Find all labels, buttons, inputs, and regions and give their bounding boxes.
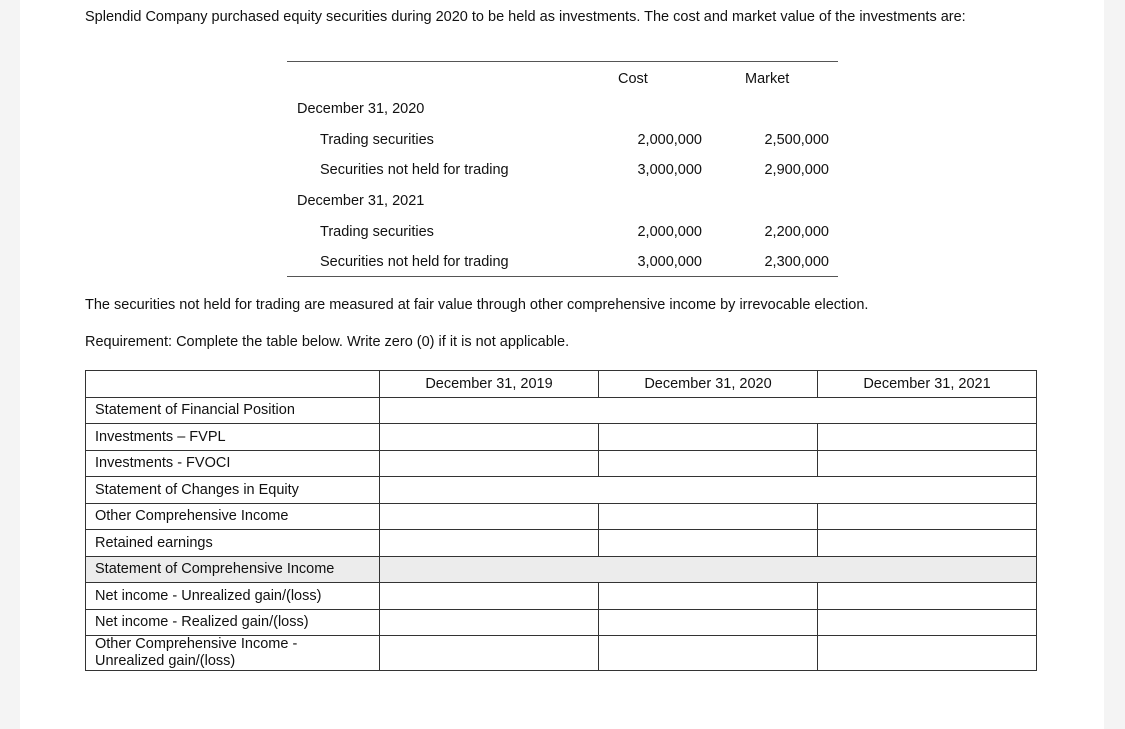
table-row (86, 503, 1037, 530)
corner-cell (86, 371, 380, 398)
market-header: Market (745, 71, 790, 87)
table-row (86, 583, 1037, 610)
requirement-text: Requirement: Complete the table below. Write zero (0) if it is not applicable. (85, 334, 570, 350)
section-blank (380, 556, 1037, 583)
market-value: 2,500,000 (764, 132, 829, 148)
answer-cell[interactable] (599, 636, 818, 671)
answer-cell[interactable] (818, 450, 1037, 477)
answer-cell[interactable] (380, 424, 599, 451)
row-label: Other Comprehensive Income (86, 503, 380, 530)
section-label: Statement of Changes in Equity (86, 477, 380, 504)
row-label: Retained earnings (86, 530, 380, 557)
cost-value: 3,000,000 (637, 254, 702, 270)
section-blank (380, 477, 1037, 504)
answer-cell[interactable] (380, 636, 599, 671)
cost-value: 3,000,000 (637, 162, 702, 178)
answer-cell[interactable] (380, 450, 599, 477)
row-label: Other Comprehensive Income - Unrealized gain/(loss) (86, 636, 380, 671)
answer-table (85, 370, 1037, 671)
section-row (86, 556, 1037, 583)
answer-cell[interactable] (818, 424, 1037, 451)
answer-cell[interactable] (380, 530, 599, 557)
table-row (86, 424, 1037, 451)
answer-cell[interactable] (818, 530, 1037, 557)
section-row (86, 477, 1037, 504)
intro-paragraph: Splendid Company purchased equity securities during 2020 to be held as investments. The cost and market value of the investments are: (85, 9, 966, 25)
answer-cell[interactable] (599, 609, 818, 636)
section-row (86, 397, 1037, 424)
document-page (20, 0, 1104, 729)
table-bottom-rule (287, 276, 838, 277)
section-blank (380, 397, 1037, 424)
answer-cell[interactable] (818, 583, 1037, 610)
cost-value: 2,000,000 (637, 224, 702, 240)
row-label: Securities not held for trading (320, 162, 509, 178)
answer-cell[interactable] (599, 583, 818, 610)
answer-cell[interactable] (818, 636, 1037, 671)
answer-cell[interactable] (380, 583, 599, 610)
row-label: Securities not held for trading (320, 254, 509, 270)
date-2021: December 31, 2021 (297, 193, 425, 209)
row-label: Trading securities (320, 224, 434, 240)
answer-cell[interactable] (380, 503, 599, 530)
answer-cell[interactable] (380, 609, 599, 636)
cost-value: 2,000,000 (637, 132, 702, 148)
note-text: The securities not held for trading are measured at fair value through other comprehensive income by irrevocable election. (85, 297, 869, 313)
market-value: 2,300,000 (764, 254, 829, 270)
section-label: Statement of Comprehensive Income (86, 556, 380, 583)
col-2020: December 31, 2020 (599, 371, 818, 398)
col-2021: December 31, 2021 (818, 371, 1037, 398)
market-value: 2,900,000 (764, 162, 829, 178)
answer-cell[interactable] (599, 503, 818, 530)
cost-header: Cost (618, 71, 648, 87)
table-top-rule (287, 61, 838, 62)
table-row (86, 609, 1037, 636)
answer-cell[interactable] (599, 530, 818, 557)
header-row (86, 371, 1037, 398)
col-2019: December 31, 2019 (380, 371, 599, 398)
table-row (86, 530, 1037, 557)
answer-cell[interactable] (599, 450, 818, 477)
row-label: Investments – FVPL (86, 424, 380, 451)
table-row (86, 450, 1037, 477)
market-value: 2,200,000 (764, 224, 829, 240)
row-label: Trading securities (320, 132, 434, 148)
answer-cell[interactable] (818, 609, 1037, 636)
answer-cell[interactable] (599, 424, 818, 451)
row-label: Investments - FVOCI (86, 450, 380, 477)
section-label: Statement of Financial Position (86, 397, 380, 424)
row-label: Net income - Unrealized gain/(loss) (86, 583, 380, 610)
row-label: Net income - Realized gain/(loss) (86, 609, 380, 636)
answer-cell[interactable] (818, 503, 1037, 530)
date-2020: December 31, 2020 (297, 101, 425, 117)
table-row (86, 636, 1037, 671)
